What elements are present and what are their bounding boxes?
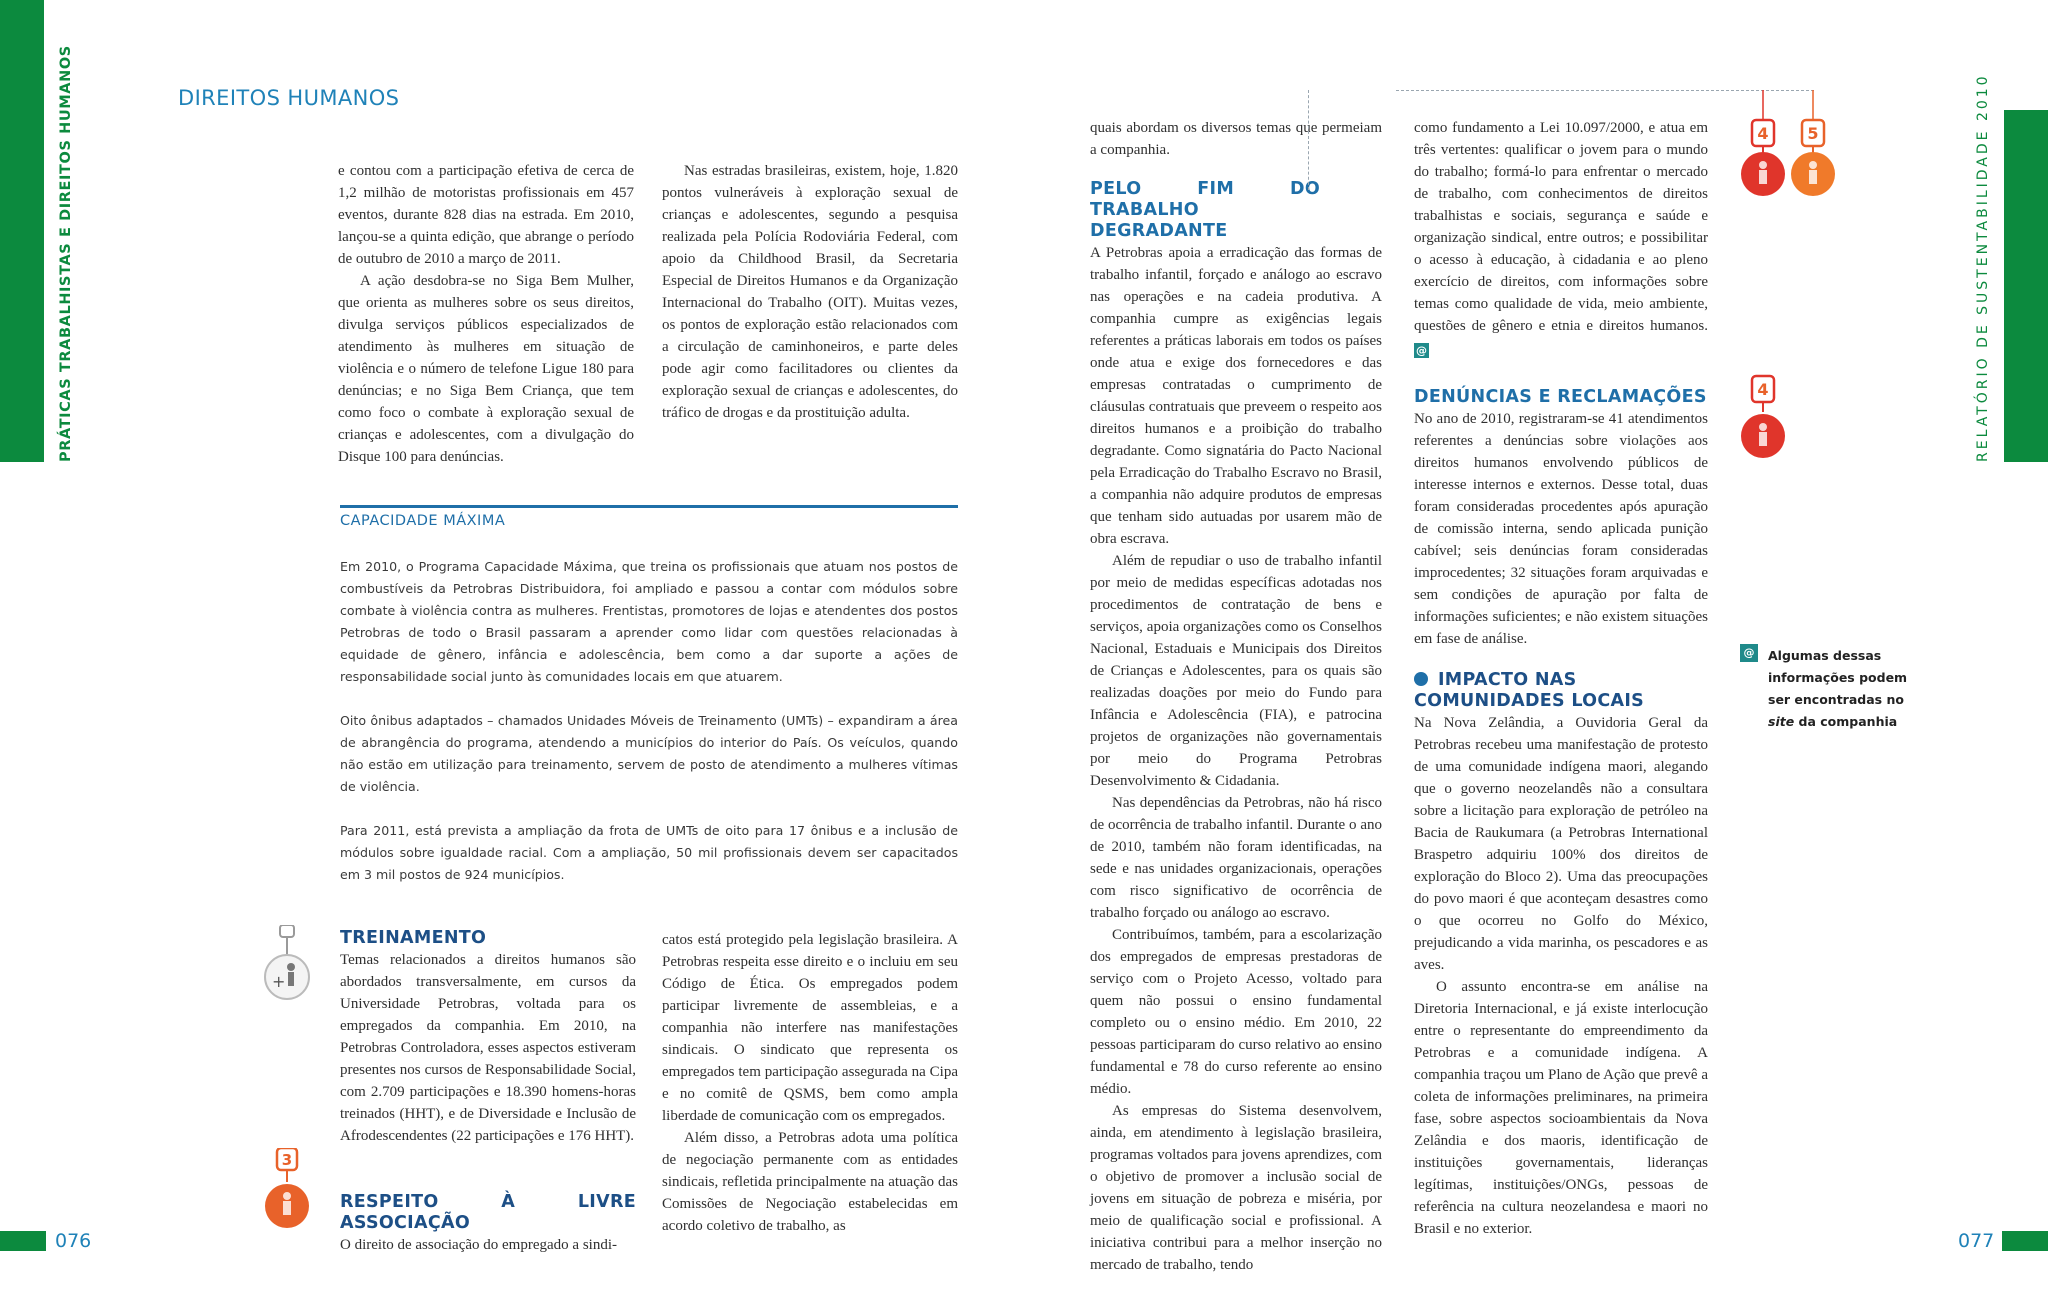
livre-associacao-paragraph-3: Além disso, a Petrobras adota uma política de negociação permanente com as entidades sindicais, refletida principalmente na atuação das Comissões de Negociação estabelecidas em acordo coletivo de trabalho, as bbox=[662, 1130, 958, 1234]
livre-associacao-paragraph-2: catos está protegido pela legislação brasileira. A Petrobras respeita esse direito e o incluiu em seu Código de Ética. Os empregados podem participar livremente de assembleias, e a companhia não interfere nas manifestações sindicais. O sindicato que representa os empregados tem participação assegurada na Cipa e no comitê de QSMS, bem como ampla liberdade de comunicação com os empregados. bbox=[662, 932, 958, 1124]
badge-3-icon bbox=[262, 1148, 312, 1230]
col3-paragraph-0: quais abordam os diversos temas que permeiam a companhia. bbox=[1090, 120, 1382, 158]
badge-5-number: 5 bbox=[1807, 124, 1819, 143]
box-paragraph-1: Em 2010, o Programa Capacidade Máxima, que treina os profissionais que atuam nos postos de combustíveis da Petrobras Distribuidora, foi ampliado e passou a contar com módulos sobre combate à violência contra as mulheres. Frentistas, promotores de lojas e atendentes dos postos Petrobras de todo o Brasil passaram a aprender como lidar com questões relacionadas à equidade de gênero, infância e adolescência, bem como a dar suporte a ações de responsabilidade social junto às comunidades locais em que atuarem. bbox=[340, 559, 958, 684]
denuncias-heading: DENÚNCIAS E RECLAMAÇÕES bbox=[1414, 387, 1707, 407]
treinamento-heading: TREINAMENTO bbox=[340, 928, 487, 948]
treinamento-paragraph: Temas relacionados a direitos humanos são abordados transversalmente, em cursos da Universidade Petrobras, voltada para os empregados da companhia. Em 2010, na Petrobras Controladora, esses aspectos estiveram presentes nos cursos de Responsabilidade Social, com 2.709 participações e 18.390 homens-horas treinados (HHT), e de Diversidade e Inclusão de Afrodescendentes (22 participações e 176 HHT). bbox=[340, 952, 636, 1144]
col3-paragraph-1: A Petrobras apoia a erradicação das formas de trabalho infantil, forçado e análogo ao escravo nas operações e na cadeia produtiva. A companhia cumpre as exigências legais referentes a práticas laborais em todos os países onde atua e exige dos fornecedores e das empresas contratadas o cumprimento de cláusulas contratuais que preveem o respeito aos direitos humanos e a proibição do trabalho degradante. Como signatária do Pacto Nacional pela Erradicação do Trabalho Escravo no Brasil, a companhia não adquire produtos de empresas que tenham sido autuadas por usarem mão de obra escrava. bbox=[1090, 245, 1382, 547]
box-paragraph-2: Oito ônibus adaptados – chamados Unidades Móveis de Treinamento (UMTs) – expandiram a área de abrangência do programa, atendendo a municípios do interior do País. Os veículos, quando não estão em utilização para treinamento, servem de posto de atendimento a mulheres vítimas de violência. bbox=[340, 713, 958, 794]
column-2 bbox=[662, 160, 958, 424]
col3-paragraph-5: As empresas do Sistema desenvolvem, ainda, em atendimento à legislação brasileira, programas voltados para jovens aprendizes, com o objetivo de promover a inclusão social de jovens em situação de pobreza e miséria, por meio de qualificação social e profissional. A iniciativa contribui para a melhor inserção no mercado de trabalho, tendo bbox=[1090, 1103, 1382, 1273]
col1-paragraph-2: A ação desdobra-se no Siga Bem Mulher, que orienta as mulheres sobre os seus direitos, divulga serviços públicos especializados de atendimento às mulheres em situação de violência e o número de telefone Ligue 180 para denúncias; e no Siga Bem Criança, que tem como foco o combate à exploração sexual de crianças e adolescentes, com a divulgação do Disque 100 para denúncias. bbox=[338, 273, 634, 465]
denuncias-paragraph: No ano de 2010, registraram-se 41 atendimentos referentes a denúncias sobre violações aos direitos humanos envolvendo públicos de interesse internos e externos. Desse total, duas foram consideradas procedentes após apuração de comissão interna, sendo aplicada punição cabível; seis denúncias foram consideradas improcedentes; 32 situações foram arquivadas e sem condições de apuração por falta de informações suficientes; e não existem situações em fase de análise. bbox=[1414, 411, 1708, 647]
badge-5-icon bbox=[1788, 90, 1838, 200]
note-line-4: da companhia bbox=[1794, 714, 1898, 729]
badge-4-icon bbox=[1738, 90, 1788, 200]
column-1 bbox=[338, 160, 634, 468]
box-divider bbox=[340, 505, 958, 508]
trabalho-degradante-heading: PELO FIM DO TRABALHO DEGRADANTE bbox=[1090, 179, 1320, 241]
note-line-1: Algumas dessas bbox=[1768, 648, 1882, 663]
right-page-number-bar bbox=[2002, 1231, 2048, 1251]
impacto-heading-line-1: IMPACTO NAS bbox=[1438, 670, 1577, 690]
site-note-icon[interactable]: @ bbox=[1740, 644, 1758, 662]
left-page-number: 076 bbox=[55, 1230, 92, 1252]
col4-paragraph-0 bbox=[1414, 117, 1708, 359]
badge-connector bbox=[1308, 90, 1309, 190]
bullet-dot-icon bbox=[1414, 672, 1428, 686]
col2-paragraph-1: Nas estradas brasileiras, existem, hoje, 1.820 pontos vulneráveis à exploração sexual de crianças e adolescentes, segundo a pesquisa realizada pela Polícia Rodoviária Federal, com apoio da Childhood Brasil, da Secretaria Especial de Direitos Humanos e da Organização Internacional do Trabalho (OIT). Muitas vezes, os pontos de exploração estão relacionados com a circulação de caminhoneiros, e parte deles pode agir como facilitadores ou clientes da exploração sexual de crianças e adolescentes, do tráfico de drogas e da prostituição adulta. bbox=[662, 163, 958, 421]
livre-associacao-heading: RESPEITO À LIVRE ASSOCIAÇÃO bbox=[340, 1192, 636, 1233]
treinamento-column bbox=[340, 928, 636, 1147]
site-link-icon[interactable]: @ bbox=[1416, 344, 1427, 357]
section-title: DIREITOS HUMANOS bbox=[178, 86, 400, 110]
box-title: CAPACIDADE MÁXIMA bbox=[340, 513, 506, 529]
col3-paragraph-3: Nas dependências da Petrobras, não há risco de ocorrência de trabalho infantil. Durante o ano de 2010, também não foram identificadas, na sede e nas unidades organizacionais, operações com risco significativo de ocorrência de trabalho forçado ou análogo ao escravo. bbox=[1090, 795, 1382, 921]
right-green-tab bbox=[2004, 110, 2048, 462]
left-page-number-bar bbox=[0, 1231, 46, 1251]
site-note-text bbox=[1768, 645, 1918, 733]
livre-associacao-paragraph-1: O direito de associação do empregado a sindi- bbox=[340, 1237, 617, 1253]
note-line-3: ser encontradas no bbox=[1768, 692, 1904, 707]
note-line-2: informações podem bbox=[1768, 670, 1908, 685]
training-gauge-icon bbox=[262, 925, 312, 1005]
column-4 bbox=[1414, 117, 1708, 1240]
livre-associacao-column bbox=[340, 1192, 636, 1256]
box-paragraph-3: Para 2011, está prevista a ampliação da frota de UMTs de oito para 17 ônibus e a inclusão de módulos sobre igualdade racial. Com a ampliação, 50 mil profissionais devem ser capacitados em 3 mil postos de 924 municípios. bbox=[340, 823, 958, 882]
col1-paragraph-1: e contou com a participação efetiva de cerca de 1,2 milhão de motoristas profissionais em 457 eventos, durante 828 dias na estrada. Em 2010, lançou-se a quinta edição, que abrange o período de outubro de 2010 a março de 2011. bbox=[338, 163, 634, 267]
badge-4b-icon bbox=[1738, 374, 1788, 464]
col3-paragraph-4: Contribuímos, também, para a escolarização dos empregados de empresas prestadoras de serviço com o Projeto Acesso, voltado para quem não possui o ensino fundamental completo ou o ensino médio. Em 2010, 22 pessoas participaram do curso relativo ao ensino fundamental e 78 do curso referente ao ensino médio. bbox=[1090, 927, 1382, 1097]
right-page-number: 077 bbox=[1958, 1230, 1995, 1252]
badge-4-number: 4 bbox=[1757, 124, 1769, 143]
note-site-word: site bbox=[1768, 714, 1795, 729]
impacto-heading-line-2: COMUNIDADES LOCAIS bbox=[1414, 691, 1645, 711]
right-vertical-label: RELATÓRIO DE SUSTENTABILIDADE 2010 bbox=[1975, 73, 1991, 462]
badge-4b-number: 4 bbox=[1757, 380, 1769, 399]
impacto-heading bbox=[1414, 670, 1708, 712]
col4-paragraph-0-text: como fundamento a Lei 10.097/2000, e atua em três vertentes: qualificar o jovem para o mundo do trabalho; formá-lo para enfrentar o mercado de trabalho, com conhecimentos de direitos trabalhistas e sociais, segurança e saúde e organização sindical, entre outros; e possibilitar o acesso à educação, à cidadania e ao pleno exercício de direitos, com informações sobre temas como qualidade de vida, meio ambiente, questões de gênero e etnia e direitos humanos. bbox=[1414, 120, 1708, 334]
badge-3-number: 3 bbox=[281, 1151, 293, 1169]
column-3 bbox=[1090, 117, 1382, 1276]
svg-text:+: + bbox=[272, 972, 286, 991]
impacto-paragraph-1: Na Nova Zelândia, a Ouvidoria Geral da Petrobras recebeu uma manifestação de protesto de uma comunidade indígena maori, alegando que o governo neozelandês não a consultara sobre a licitação para exploração de petróleo na Bacia de Raukumara (a Petrobras International Braspetro adquiriu 100% dos direitos de exploração do Bloco 2). Uma das preocupações do povo maori é que aconteçam desastres como o que ocorreu no Golfo do México, prejudicando a vida marinha, os pescadores e as aves. bbox=[1414, 715, 1708, 973]
left-vertical-label: PRÁTICAS TRABALHISTAS E DIREITOS HUMANOS bbox=[58, 45, 74, 462]
impacto-paragraph-2: O assunto encontra-se em análise na Diretoria Internacional, e já existe interlocução entre o representante do empreendimento da Petrobras e a comunidade indígena. A companhia traçou um Plano de Ação que prevê a coleta de informações preliminares, na primeira fase, sobre aspectos socioambientais da Nova Zelândia e dos maoris, identificação de instituições governamentais, lideranças legítimas, instituições/ONGs, pessoas de referência na cultura neozelandesa e maori no Brasil e no exterior. bbox=[1414, 979, 1708, 1237]
col3-paragraph-2: Além de repudiar o uso de trabalho infantil por meio de medidas específicas adotadas nos procedimentos de contratação de bens e serviços, apoia organizações como os Conselhos Nacional, Estaduais e Municipais dos Direitos de Crianças e Adolescentes, para os quais são realizadas doações por meio do Fundo para Infância e Adolescência (FIA), e patrocina projetos de organizações não governamentais por meio do Programa Petrobras Desenvolvimento & Cidadania. bbox=[1090, 553, 1382, 789]
left-green-tab bbox=[0, 0, 44, 462]
box-body bbox=[340, 556, 958, 908]
livre-associacao-continued bbox=[662, 929, 958, 1237]
